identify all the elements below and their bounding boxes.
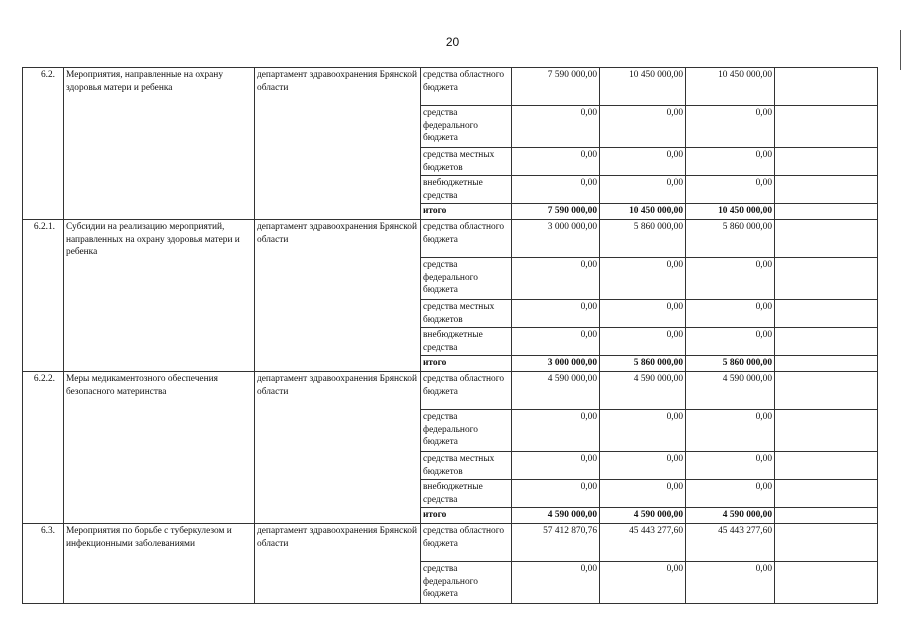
amount-cell: 0,00 — [600, 176, 686, 204]
amount-cell: 5 860 000,00 — [686, 356, 775, 372]
amount-cell: 3 000 000,00 — [512, 219, 600, 257]
item-executor: департамент здравоохранения Брянской области — [255, 371, 421, 523]
amount-cell: 4 590 000,00 — [686, 508, 775, 524]
funding-source: средства областного бюджета — [421, 68, 512, 106]
empty-cell — [775, 356, 878, 372]
empty-cell — [775, 371, 878, 409]
amount-cell: 45 443 277,60 — [600, 523, 686, 561]
funding-source: средства федерального бюджета — [421, 106, 512, 148]
amount-cell: 10 450 000,00 — [686, 68, 775, 106]
amount-cell: 0,00 — [600, 480, 686, 508]
table-body — [23, 68, 878, 604]
empty-cell — [775, 561, 878, 603]
item-name: Мероприятия по борьбе с туберкулезом и инфекционными заболеваниями — [64, 523, 255, 603]
amount-cell: 4 590 000,00 — [512, 371, 600, 409]
funding-source: средства федерального бюджета — [421, 561, 512, 603]
amount-cell: 57 412 870,76 — [512, 523, 600, 561]
amount-cell: 10 450 000,00 — [600, 204, 686, 220]
amount-cell: 0,00 — [512, 451, 600, 479]
funding-source: итого — [421, 356, 512, 372]
amount-cell: 0,00 — [600, 561, 686, 603]
empty-cell — [775, 451, 878, 479]
margin-rule — [900, 30, 901, 70]
funding-source: внебюджетные средства — [421, 328, 512, 356]
budget-table — [22, 67, 878, 604]
funding-source: итого — [421, 204, 512, 220]
funding-source: средства местных бюджетов — [421, 148, 512, 176]
item-name: Меры медикаментозного обеспечения безопасного материнства — [64, 371, 255, 523]
amount-cell: 0,00 — [512, 176, 600, 204]
amount-cell: 7 590 000,00 — [512, 68, 600, 106]
amount-cell: 0,00 — [512, 328, 600, 356]
amount-cell: 45 443 277,60 — [686, 523, 775, 561]
amount-cell: 3 000 000,00 — [512, 356, 600, 372]
funding-source: средства федерального бюджета — [421, 257, 512, 299]
funding-source: средства областного бюджета — [421, 523, 512, 561]
funding-source: средства федерального бюджета — [421, 409, 512, 451]
amount-cell: 0,00 — [600, 451, 686, 479]
item-code: 6.2. — [23, 68, 64, 220]
amount-cell: 4 590 000,00 — [600, 371, 686, 409]
amount-cell: 0,00 — [600, 299, 686, 327]
amount-cell: 0,00 — [686, 480, 775, 508]
amount-cell: 0,00 — [512, 480, 600, 508]
table-row — [23, 68, 878, 106]
table-row — [23, 371, 878, 409]
amount-cell: 5 860 000,00 — [600, 219, 686, 257]
amount-cell: 7 590 000,00 — [512, 204, 600, 220]
page-number: 20 — [445, 35, 460, 49]
amount-cell: 0,00 — [686, 148, 775, 176]
amount-cell: 0,00 — [512, 257, 600, 299]
amount-cell: 0,00 — [686, 299, 775, 327]
amount-cell: 0,00 — [600, 328, 686, 356]
empty-cell — [775, 106, 878, 148]
amount-cell: 0,00 — [686, 409, 775, 451]
item-executor: департамент здравоохранения Брянской области — [255, 68, 421, 220]
empty-cell — [775, 148, 878, 176]
amount-cell: 4 590 000,00 — [512, 508, 600, 524]
empty-cell — [775, 204, 878, 220]
empty-cell — [775, 68, 878, 106]
item-code: 6.3. — [23, 523, 64, 603]
amount-cell: 0,00 — [600, 257, 686, 299]
funding-source: итого — [421, 508, 512, 524]
item-name: Мероприятия, направленные на охрану здоровья матери и ребенка — [64, 68, 255, 220]
funding-source: средства местных бюджетов — [421, 451, 512, 479]
empty-cell — [775, 409, 878, 451]
funding-source: средства областного бюджета — [421, 219, 512, 257]
empty-cell — [775, 480, 878, 508]
funding-source: внебюджетные средства — [421, 176, 512, 204]
amount-cell: 0,00 — [686, 176, 775, 204]
amount-cell: 10 450 000,00 — [686, 204, 775, 220]
amount-cell: 10 450 000,00 — [600, 68, 686, 106]
item-code: 6.2.1. — [23, 219, 64, 371]
empty-cell — [775, 219, 878, 257]
amount-cell: 4 590 000,00 — [600, 508, 686, 524]
amount-cell: 0,00 — [600, 409, 686, 451]
amount-cell: 0,00 — [512, 299, 600, 327]
empty-cell — [775, 299, 878, 327]
amount-cell: 0,00 — [686, 257, 775, 299]
item-executor: департамент здравоохранения Брянской области — [255, 523, 421, 603]
amount-cell: 0,00 — [512, 561, 600, 603]
empty-cell — [775, 523, 878, 561]
item-code: 6.2.2. — [23, 371, 64, 523]
empty-cell — [775, 176, 878, 204]
funding-source: средства областного бюджета — [421, 371, 512, 409]
amount-cell: 0,00 — [600, 106, 686, 148]
amount-cell: 0,00 — [686, 106, 775, 148]
item-executor: департамент здравоохранения Брянской области — [255, 219, 421, 371]
amount-cell: 5 860 000,00 — [686, 219, 775, 257]
table-row — [23, 523, 878, 561]
funding-source: средства местных бюджетов — [421, 299, 512, 327]
empty-cell — [775, 508, 878, 524]
amount-cell: 4 590 000,00 — [686, 371, 775, 409]
amount-cell: 5 860 000,00 — [600, 356, 686, 372]
amount-cell: 0,00 — [512, 409, 600, 451]
amount-cell: 0,00 — [512, 148, 600, 176]
amount-cell: 0,00 — [512, 106, 600, 148]
amount-cell: 0,00 — [686, 451, 775, 479]
table-row — [23, 219, 878, 257]
funding-source: внебюджетные средства — [421, 480, 512, 508]
item-name: Субсидии на реализацию мероприятий, направленных на охрану здоровья матери и ребенка — [64, 219, 255, 371]
empty-cell — [775, 328, 878, 356]
amount-cell: 0,00 — [600, 148, 686, 176]
amount-cell: 0,00 — [686, 561, 775, 603]
amount-cell: 0,00 — [686, 328, 775, 356]
empty-cell — [775, 257, 878, 299]
